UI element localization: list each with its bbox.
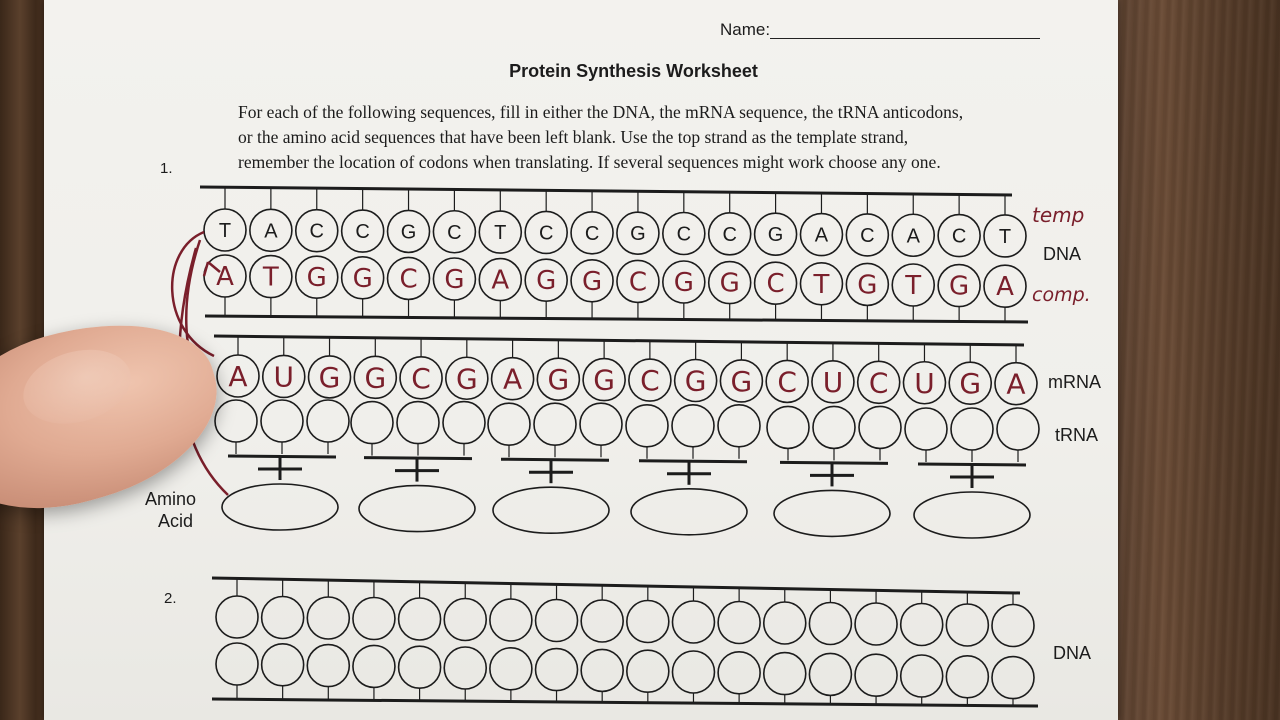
mrna-base-letter: U [273,360,295,394]
name-label: Name: [720,20,771,39]
problem-2-bottom-base-circle[interactable] [399,646,441,688]
dna-template-base-letter: C [860,224,875,247]
mrna-base-letter: U [822,365,844,399]
fingernail [15,338,140,436]
trna-anticodon-circle[interactable] [215,400,257,442]
dna-label: DNA [1043,244,1082,264]
problem-2-bottom-base-circle[interactable] [855,654,897,696]
trna-anticodon-circle[interactable] [307,400,349,442]
problem-2-top-base-circle[interactable] [444,599,486,641]
dna-complement-base-letter: G [352,263,373,294]
dna-template-base-letter: G [767,224,784,247]
problem-2-top-base-circle[interactable] [718,602,760,644]
amino-acid-oval[interactable] [914,492,1030,538]
mrna-base-letter: G [547,363,570,397]
dna-complement-base-letter: G [581,266,603,297]
mrna-base-letter: C [411,361,431,395]
trna-anticodon-circle[interactable] [951,408,993,450]
dna-template-base-letter: C [447,221,462,244]
dna-template-base-letter: T [494,222,507,245]
amino-acid-oval[interactable] [631,489,747,535]
mrna-base-letter: G [959,367,982,401]
dna-complement-base-letter: C [628,267,648,298]
instruction-line-3: remember the location of codons when translating. If several sequences might work choose any one. [238,152,941,172]
dna-template-base-letter: A [264,220,278,243]
dna-complement-base-letter: G [536,266,557,297]
amino-label-line2: Acid [158,511,194,531]
problem-2-bottom-base-circle[interactable] [764,653,806,695]
problem-2-number: 2. [164,590,177,607]
mrna-base-letter: U [914,366,935,400]
dna-complement-base-letter: C [399,264,418,295]
problem-2-dna-label: DNA [1053,643,1092,663]
problem-2-top-base-circle[interactable] [809,603,851,645]
instruction-line-2: or the amino acid sequences that have been left blank. Use the top strand as the template strand, [238,127,909,147]
problem-2-top-base-circle[interactable] [536,600,578,642]
dna-complement-base-letter: T [262,262,279,293]
dna-complement-base-letter: A [996,272,1014,303]
worksheet-title: Protein Synthesis Worksheet [509,61,758,81]
trna-anticodon-circle[interactable] [443,402,485,444]
problem-2-top-base-circle[interactable] [216,596,258,638]
mrna-base-letter: A [228,360,248,393]
note-comp: comp. [1032,284,1091,306]
problem-2-bottom-base-circle[interactable] [536,649,578,691]
dna-complement-base-letter: T [813,269,830,300]
mrna-base-letter: C [640,364,660,398]
trna-anticodon-circle[interactable] [813,406,855,448]
dna-template-base-letter: C [676,223,692,246]
problem-2-bottom-base-circle[interactable] [627,650,669,692]
trna-anticodon-circle[interactable] [859,406,901,448]
problem-2-top-base-circle[interactable] [901,604,943,646]
trna-anticodon-circle[interactable] [351,402,393,444]
mrna-base-letter: G [593,363,615,397]
dna-template-base-letter: C [584,222,600,245]
instruction-line-1: For each of the following sequences, fill in either the DNA, the mRNA sequence, the tRNA anticodons, [238,102,964,122]
problem-2-bottom-base-circle[interactable] [901,655,943,697]
problem-2-bottom-base-circle[interactable] [262,644,304,686]
dna-complement-base-letter: G [444,265,465,295]
problem-2-bottom-base-circle[interactable] [581,649,623,691]
trna-anticodon-circle[interactable] [767,406,809,448]
amino-label-line1: Amino [145,489,197,509]
dna-template-base-letter: T [218,220,232,242]
dna-complement-base-letter: G [306,263,327,294]
problem-2-top-base-circle[interactable] [262,597,304,639]
dna-template-base-letter: C [722,223,737,246]
dna-template-base-letter: A [906,225,920,248]
trna-label: tRNA [1055,425,1099,445]
problem-2-bottom-base-circle[interactable] [444,647,486,689]
problem-2-top-base-circle[interactable] [627,601,669,643]
dna-backbone-top [200,187,1012,195]
problem-2-bottom-base-circle[interactable] [490,648,532,690]
mrna-base-letter: G [364,361,387,395]
problem-2-top-base-circle[interactable] [855,603,897,645]
problem-2-bottom-base-circle[interactable] [216,643,258,685]
trna-bar [228,456,336,457]
trna-bar [639,461,747,462]
dna-complement-base-letter: G [719,268,740,299]
mrna-base-letter: C [777,365,797,399]
problem-2-top-base-circle[interactable] [353,598,395,640]
trna-anticodon-circle[interactable] [488,403,530,445]
dna-template-base-letter: T [998,225,1012,248]
trna-anticodon-circle[interactable] [997,408,1039,450]
dna-template-base-letter: G [630,223,646,246]
mrna-base-letter: G [318,360,341,394]
problem-2-bottom-base-circle[interactable] [992,657,1034,699]
trna-anticodon-circle[interactable] [672,405,714,447]
trna-bar [501,459,609,460]
dna-complement-base-letter: C [766,269,785,300]
mrna-base-letter: A [1006,367,1026,401]
problem-2-top-base-circle[interactable] [581,600,623,642]
dna-complement-base-letter: A [216,262,234,292]
trna-bar [780,462,888,463]
amino-acid-oval[interactable] [774,490,890,536]
problem-2-backbone-bottom [212,699,1038,706]
trna-anticodon-circle[interactable] [534,403,576,445]
amino-acid-oval[interactable] [359,486,475,532]
problem-2-bottom-base-circle[interactable] [946,656,988,698]
problem-2-top-base-circle[interactable] [946,604,988,646]
dna-backbone-bottom [205,316,1028,322]
mrna-label: mRNA [1048,372,1101,392]
trna-anticodon-circle[interactable] [261,400,303,442]
mrna-base-letter: G [730,364,753,398]
mrna-base-letter: C [868,366,889,400]
dna-template-base-letter: A [814,224,829,247]
dna-complement-base-letter: G [949,271,970,302]
dna-complement-base-letter: G [673,268,694,298]
problem-2-top-base-circle[interactable] [992,605,1034,647]
problem-2-top-base-circle[interactable] [307,597,349,639]
mrna-backbone [214,336,1024,345]
problem-2-bottom-base-circle[interactable] [353,645,395,687]
problem-2-bottom-base-circle[interactable] [307,645,349,687]
trna-anticodon-circle[interactable] [626,405,668,447]
dna-complement-base-letter: T [905,271,922,301]
amino-acid-oval[interactable] [222,484,338,530]
problem-2-top-base-circle[interactable] [399,598,441,640]
dna-complement-base-letter: A [491,265,510,296]
trna-anticodon-circle[interactable] [905,408,947,450]
problem-2-top-base-circle[interactable] [490,599,532,641]
dna-complement-base-letter: G [857,270,878,301]
problem-2-bottom-base-circle[interactable] [809,653,851,695]
problem-2-top-base-circle[interactable] [672,601,714,643]
problem-2-bottom-base-circle[interactable] [672,651,714,693]
amino-acid-oval[interactable] [493,487,609,533]
dna-template-base-letter: C [309,220,324,243]
trna-anticodon-circle[interactable] [718,405,760,447]
mrna-base-letter: G [455,362,478,396]
problem-1-number: 1. [160,160,173,177]
trna-anticodon-circle[interactable] [397,402,439,444]
problem-2-backbone-top [212,578,1020,593]
note-temp: temp [1032,203,1085,227]
dna-template-base-letter: C [355,221,370,244]
dna-template-base-letter: C [951,225,967,248]
trna-anticodon-circle[interactable] [580,403,622,445]
problem-2-bottom-base-circle[interactable] [718,652,760,694]
dna-template-base-letter: C [538,222,554,245]
mrna-base-letter: A [503,362,523,396]
dna-template-base-letter: G [400,221,417,244]
problem-2-top-base-circle[interactable] [764,602,806,644]
mrna-base-letter: G [684,364,707,398]
